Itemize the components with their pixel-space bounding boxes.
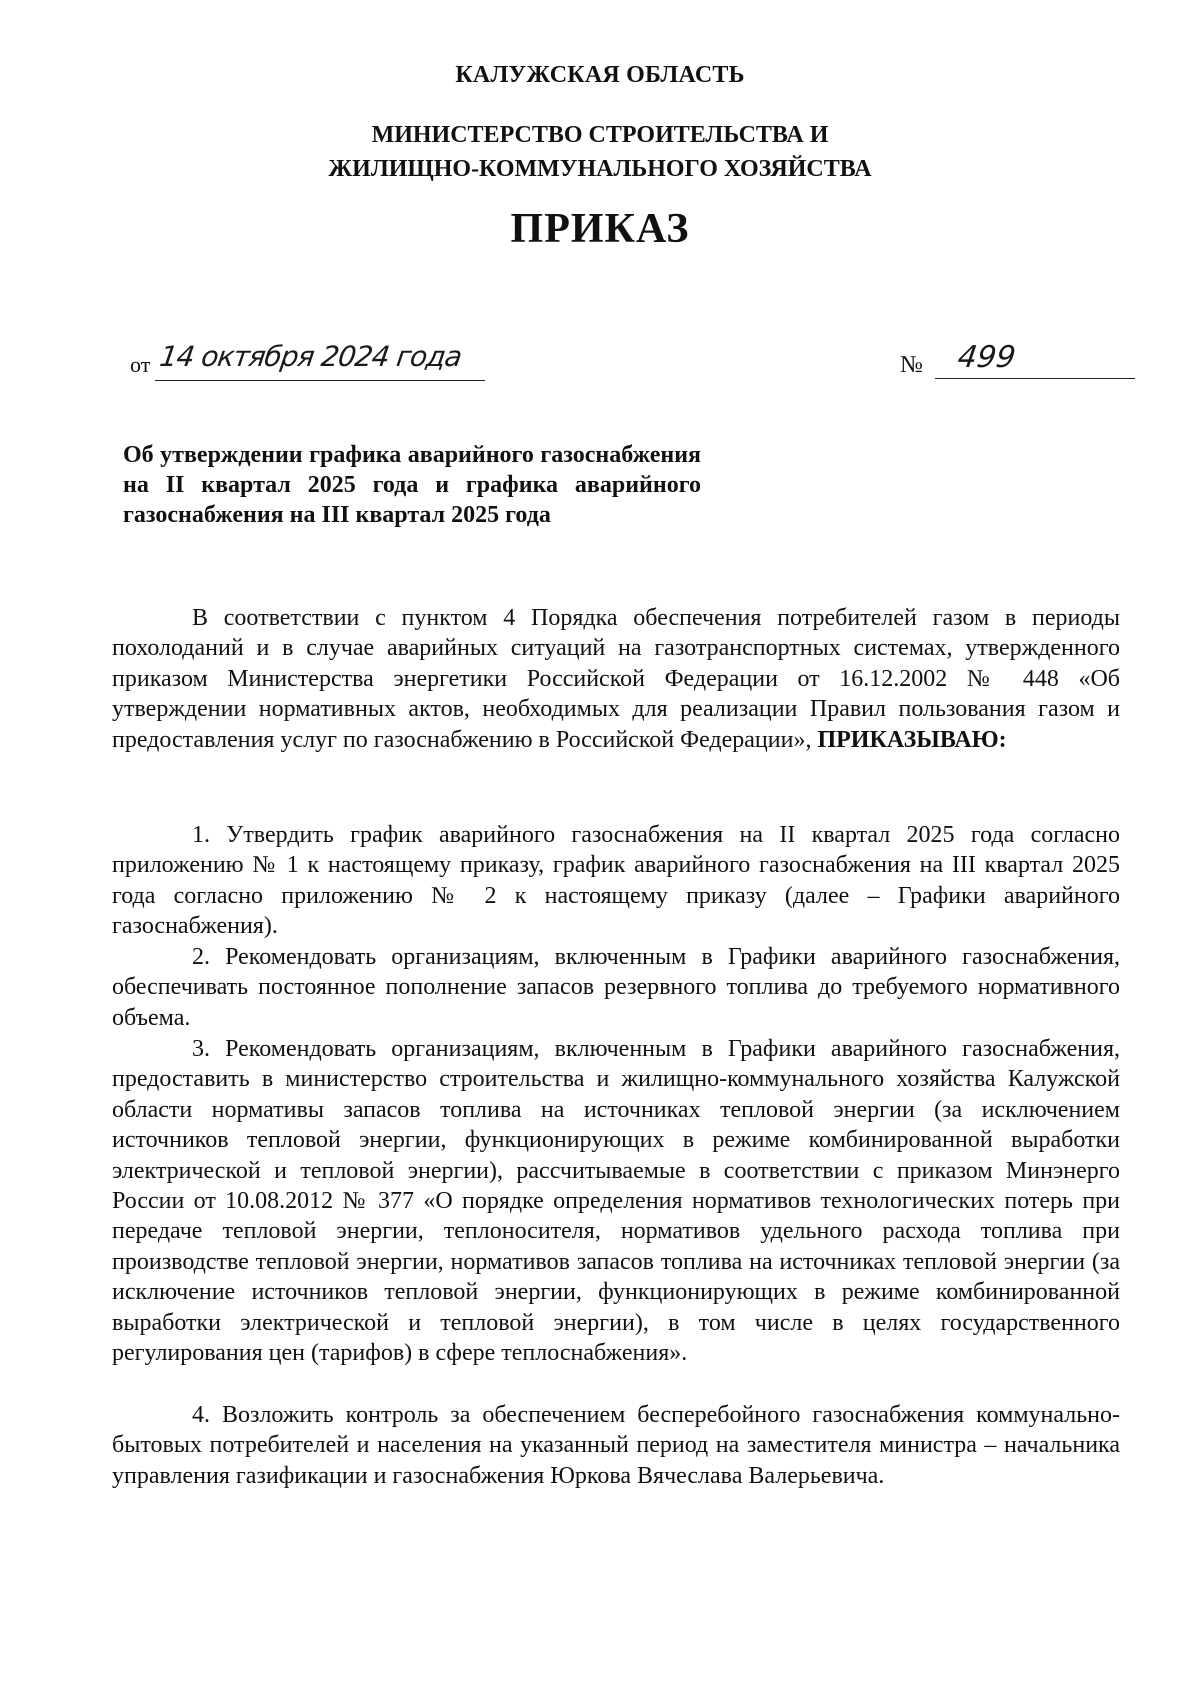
handwritten-number: 499 — [955, 340, 1018, 375]
handwritten-date: 14 октября 2024 года — [157, 340, 464, 373]
order-item-2: 2. Рекомендовать организациям, включенным в Графики аварийного газоснабжения, обеспечивать постоянное пополнение запасов резервного топлива до требуемого нормативного объема. — [112, 944, 1120, 1031]
order-item-3: 3. Рекомендовать организациям, включенным в Графики аварийного газоснабжения, предоставить в министерство строительства и жилищно-коммунального хозяйства Калужской области нормативы запасов топлива на источниках тепловой энергии (за исключением источников тепловой энергии, функционирующих в режиме комбинированной выработки электрической и тепловой энергии), рассчитываемые в соответствии с приказом Минэнерго России от 10.08.2012 № 377 «О порядке определения нормативов технологических потерь при передаче тепловой энергии, теплоносителя, нормативов удельного расхода топлива при производстве тепловой энергии, нормативов запасов топлива на источниках тепловой энергии (за исключение источников тепловой энергии, функционирующих в режиме комбинированной выработки электрической и тепловой энергии), в том числе в целях государственного регулирования цен (тарифов) в сфере теплоснабжения». — [112, 1036, 1120, 1367]
order-item-1: 1. Утвердить график аварийного газоснабжения на II квартал 2025 года согласно приложению № 1 к настоящему приказу, график аварийного газоснабжения на III квартал 2025 года согласно приложению № 2 к настоящему приказу (далее – Графики аварийного газоснабжения). — [112, 822, 1120, 940]
order-item-4: 4. Возложить контроль за обеспечением бесперебойного газоснабжения коммунально-бытовых потребителей и населения на указанный период на заместителя министра – начальника управления газификации и газоснабжения Юркова Вячеслава Валерьевича. — [112, 1402, 1120, 1489]
document-type-title: ПРИКАЗ — [510, 206, 690, 252]
date-underline — [155, 380, 485, 381]
ministry-heading — [0, 118, 1200, 186]
ministry-line-2: ЖИЛИЩНО-КОММУНАЛЬНОГО ХОЗЯЙСТВА — [328, 156, 872, 182]
preamble-text: В соответствии с пунктом 4 Порядка обеспечения потребителей газом в периоды похолоданий и в случае аварийных ситуаций на газотранспортных системах, утвержденного приказом Министерства энергетики Российской Федерации от 16.12.2002 № 448 «Об утверждении нормативных актов, необходимых для реализации Правил пользования газом и предоставления услуг по газоснабжению в Российской Федерации», — [112, 605, 1120, 753]
preamble-paragraph — [112, 603, 1120, 755]
date-label: от — [130, 352, 151, 377]
order-word: ПРИКАЗЫВАЮ: — [817, 726, 1007, 753]
ministry-line-1: МИНИСТЕРСТВО СТРОИТЕЛЬСТВА И — [371, 122, 829, 148]
region-heading: КАЛУЖСКАЯ ОБЛАСТЬ — [455, 62, 745, 88]
number-label: № — [900, 352, 923, 378]
number-underline — [935, 378, 1135, 379]
document-subject: Об утверждении графика аварийного газоснабжения на II квартал 2025 года и графика аварийного газоснабжения на III квартал 2025 года — [123, 442, 701, 528]
